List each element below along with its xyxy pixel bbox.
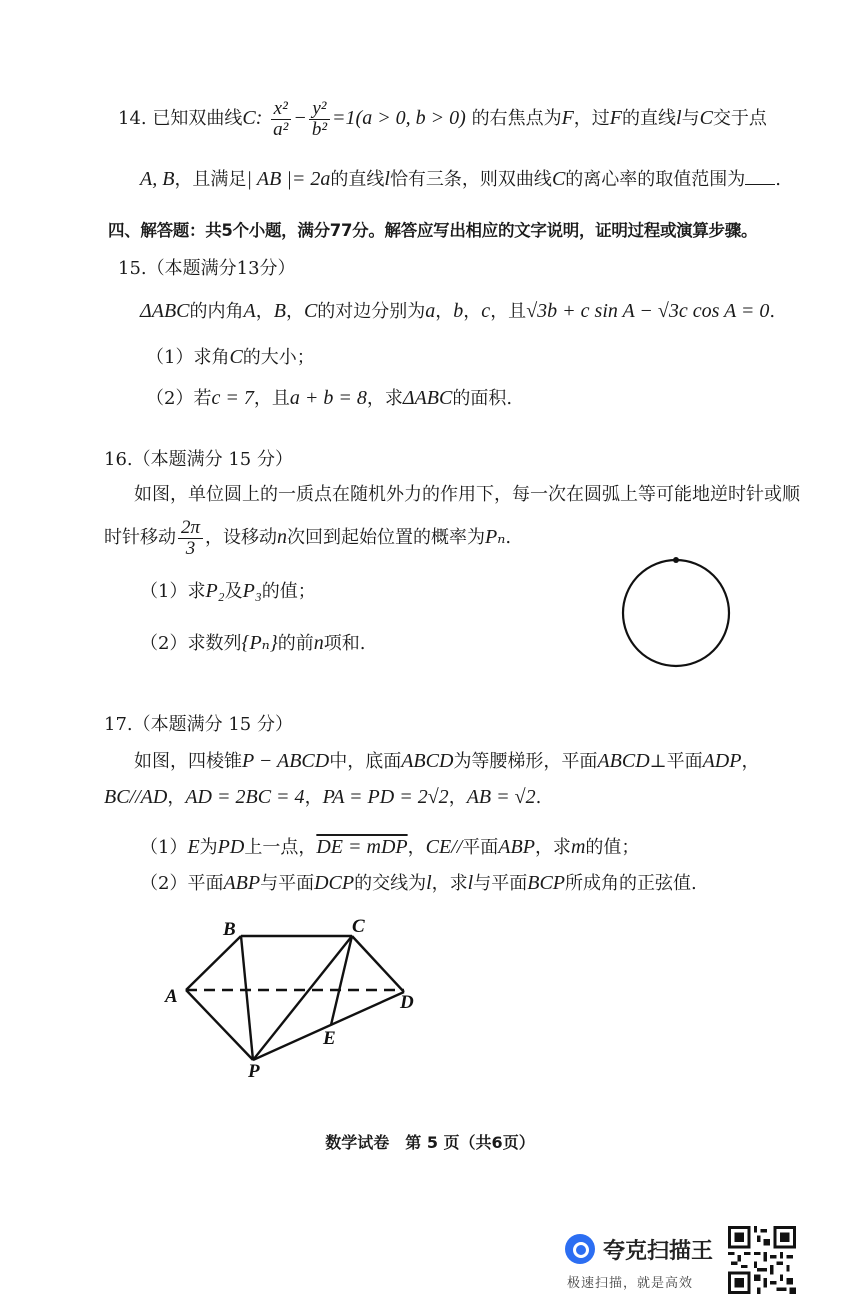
math-var: P₃ (242, 580, 262, 602)
frac-den: b² (311, 118, 328, 140)
text: . (535, 787, 542, 808)
text: 的面积. (452, 388, 513, 409)
q17-stem-line2 (104, 784, 541, 811)
text: ， (167, 787, 186, 808)
math-var: l (676, 107, 682, 129)
text: 所成角的正弦值. (565, 873, 697, 894)
text: 的大小； (242, 347, 315, 368)
label-E: E (323, 1028, 336, 1049)
q15-part2 (146, 385, 512, 412)
text: ，且 (490, 301, 527, 322)
q15-stem (140, 298, 775, 325)
text: ， (255, 301, 274, 322)
text: 与平面 (260, 873, 315, 894)
text: ⊥平面 (649, 751, 703, 772)
math-var: C (551, 168, 566, 190)
q14-line1 (118, 96, 767, 140)
text: 为 (199, 837, 218, 858)
text: . (505, 527, 512, 548)
math-var: C (229, 346, 243, 368)
edge-AB (186, 936, 241, 990)
q17-part1 (140, 834, 639, 861)
edge-CD (352, 936, 404, 992)
label-P: P (248, 1061, 260, 1082)
frac-den: 3 (185, 537, 196, 559)
math-expr: =1(a > 0, b > 0) (332, 107, 466, 129)
text: ， (741, 751, 760, 772)
text: ， (435, 301, 454, 322)
math-var: n (277, 526, 288, 548)
math-var: ADP (702, 750, 742, 772)
text: 为等腰梯形，平面 (453, 751, 598, 772)
math-expr: AD = 2BC = 4 (185, 786, 305, 808)
frac-num: y² (309, 99, 329, 120)
math-expr: c = 7 (211, 387, 254, 409)
text: ，过 (573, 108, 610, 129)
text: 交于点 (712, 108, 767, 129)
minus-sign: − (293, 107, 307, 129)
fraction-y2-b2 (309, 99, 330, 140)
math-var: E (187, 836, 200, 858)
unit-circle (623, 560, 729, 666)
math-expr: ΔABC (140, 300, 190, 322)
fraction-2pi-3 (178, 518, 203, 559)
math-var: n (313, 632, 324, 654)
math-var: l (426, 872, 432, 894)
q16-part1 (140, 578, 316, 605)
edge-BP (241, 936, 253, 1060)
text: （1） (140, 837, 188, 858)
text: 项和. (323, 633, 366, 654)
text: 的离心率的取值范围为 (565, 169, 746, 190)
text: ，且 (253, 388, 290, 409)
math-var: l (467, 872, 474, 894)
math-var: ABCD (401, 750, 454, 772)
text: 的直线 (330, 169, 385, 190)
label-A: A (165, 986, 178, 1007)
text: （2）平面 (140, 873, 224, 894)
section-heading: 四、解答题：共5个小题，满分77分。解答应写出相应的文字说明，证明过程或演算步骤。 (108, 221, 758, 240)
pyramid-figure (160, 912, 430, 1082)
math-var: A, B (140, 168, 175, 190)
vector-expr: DE = mDP (316, 836, 408, 858)
answer-blank (745, 166, 775, 185)
math-var: F (609, 107, 623, 129)
text: ， (304, 787, 323, 808)
label-B: B (223, 919, 236, 940)
q17-part2 (140, 870, 697, 897)
math-var: F (561, 107, 574, 129)
text: ，求 (534, 837, 571, 858)
text: ，求 (431, 873, 468, 894)
text: 平面 (462, 837, 499, 858)
text: 的交线为 (354, 873, 427, 894)
text: （1）求角 (146, 347, 230, 368)
math-expr: AB = √2 (466, 786, 536, 808)
text: 恰有三条，则双曲线 (389, 169, 552, 190)
math-var: DCP (314, 872, 355, 894)
math-expr: P − ABCD (242, 750, 330, 772)
text: 的值； (585, 837, 640, 858)
q16-part2 (140, 630, 366, 657)
text: ， (407, 837, 426, 858)
q15-part1 (146, 344, 315, 371)
q14-line2 (140, 166, 781, 193)
text: 时针移动 (104, 527, 176, 548)
frac-num: 2π (178, 518, 203, 539)
q16-heading: 16.（本题满分 15 分） (104, 449, 293, 470)
math-expr: PA = PD = 2√2 (322, 786, 449, 808)
text: ， (463, 301, 482, 322)
math-expr: a + b = 8 (289, 387, 367, 409)
text: 的对边分别为 (317, 301, 426, 322)
math-var: P₂ (205, 580, 225, 602)
pyramid-edges (186, 936, 404, 1060)
math-var: ABP (498, 836, 535, 858)
math-var: ABCD (597, 750, 650, 772)
text: . (775, 169, 782, 190)
math-var: m (570, 836, 586, 858)
text: 的内角 (189, 301, 244, 322)
edge-AP (186, 990, 253, 1060)
text: 已知双曲线 (152, 108, 243, 129)
text: 次回到起始位置的概率为 (287, 527, 486, 548)
text: ， (285, 301, 304, 322)
math-var: c (481, 300, 491, 322)
text: （2）求数列 (140, 633, 242, 654)
math-var: l (384, 168, 390, 190)
text: 与平面 (473, 873, 528, 894)
text: 与 (681, 108, 700, 129)
scanner-logo-icon (565, 1234, 595, 1264)
text: 的前 (277, 633, 314, 654)
math-var: BCP (527, 872, 566, 894)
label-D: D (400, 992, 414, 1013)
text: ，且满足 (174, 169, 247, 190)
frac-num: x² (271, 99, 291, 120)
math-var: ABP (223, 872, 261, 894)
math-expr: | AB |= 2a (246, 168, 331, 190)
text: 上一点， (244, 837, 317, 858)
math-var: C (699, 107, 713, 129)
start-point (673, 557, 679, 563)
q17-stem-line1 (134, 748, 759, 775)
watermark-subtitle: 极速扫描，就是高效 (567, 1276, 694, 1291)
math-expr: BC//AD (104, 786, 168, 808)
q14-number: 14. (118, 108, 147, 129)
math-expr: ΔABC (402, 387, 453, 409)
math-var: C (303, 300, 318, 322)
text: ， (448, 787, 467, 808)
math-expr: {Pₙ} (241, 632, 278, 654)
text: 中，底面 (329, 751, 402, 772)
math-var: a (425, 300, 436, 322)
watermark-title: 夸克扫描王 (603, 1239, 714, 1264)
text: 的值； (261, 581, 316, 602)
text: 的直线 (622, 108, 677, 129)
math-expr: √3b + c sin A − √3c cos A = 0 (526, 300, 770, 322)
scanner-watermark (565, 1228, 855, 1298)
page-footer: 数学试卷 第 5 页（共6页） (325, 1133, 535, 1152)
text: . (769, 301, 776, 322)
math-var: B (273, 300, 286, 322)
fraction-x2-a2 (270, 99, 291, 140)
text: ，设移动 (205, 527, 278, 548)
math-var: A (243, 300, 256, 322)
text: 的右焦点为 (471, 108, 562, 129)
unit-circle-figure (620, 555, 740, 671)
q17-heading: 17.（本题满分 15 分） (104, 714, 293, 735)
text: 如图，四棱锥 (134, 751, 242, 772)
q15-heading: 15.（本题满分13分） (118, 258, 296, 279)
qr-code-icon (728, 1226, 796, 1294)
math-expr: CE// (425, 836, 463, 858)
math-var: Pₙ (485, 526, 506, 548)
text: 及 (224, 581, 243, 602)
q16-stem-line1: 如图，单位圆上的一质点在随机外力的作用下，每一次在圆弧上等可能地逆时针或顺 (134, 484, 800, 505)
math-var: C (242, 107, 256, 129)
text: （1）求 (140, 581, 206, 602)
q16-stem-line2 (104, 514, 511, 560)
math-var: PD (217, 836, 245, 858)
label-C: C (352, 916, 365, 937)
colon: : (255, 107, 263, 129)
text: ，求 (366, 388, 403, 409)
frac-den: a² (273, 118, 289, 140)
math-var: b (453, 300, 464, 322)
text: （2）若 (146, 388, 212, 409)
edge-PD (253, 992, 404, 1060)
